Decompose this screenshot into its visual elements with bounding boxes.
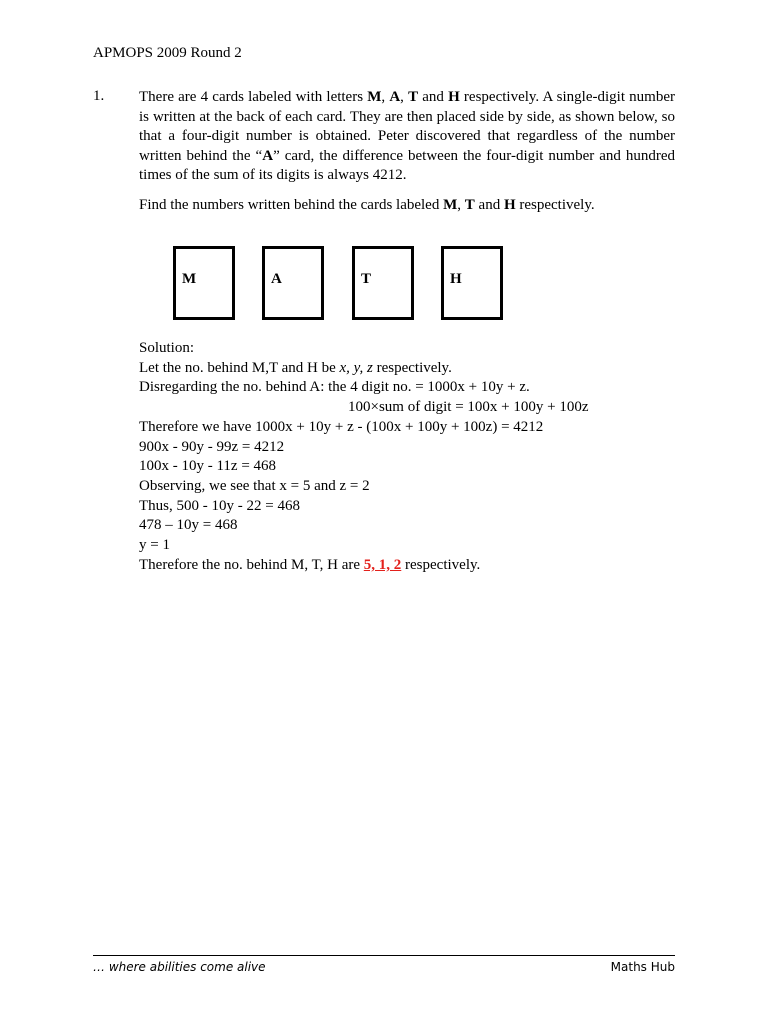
footer-tagline: … where abilities come alive bbox=[93, 960, 266, 974]
card-label: T bbox=[361, 271, 372, 287]
solution-line: Disregarding the no. behind A: the 4 digit no. = 1000x + 10y + z. bbox=[139, 379, 530, 396]
solution-line: Let the no. behind M,T and H be x, y, z respectively. bbox=[139, 359, 452, 376]
solution-line: Thus, 500 - 10y - 22 = 468 bbox=[139, 497, 300, 514]
solution-line: 100x - 10y - 11z = 468 bbox=[139, 458, 277, 475]
card-m bbox=[173, 246, 235, 320]
question-number: 1. bbox=[93, 88, 105, 104]
solution-line: y = 1 bbox=[139, 537, 170, 554]
solution-line: Therefore we have 1000x + 10y + z - (100x + 100y + 100z) = 4212 bbox=[139, 418, 544, 435]
solution-line: 900x - 90y - 99z = 4212 bbox=[139, 438, 285, 455]
solution-conclusion: Therefore the no. behind M, T, H are 5, 1, 2 respectively. bbox=[139, 556, 481, 573]
card-h bbox=[441, 246, 503, 320]
card-t bbox=[352, 246, 414, 320]
page-header-title: APMOPS 2009 Round 2 bbox=[93, 45, 242, 61]
answer-highlight: 5, 1, 2 bbox=[363, 556, 402, 573]
footer-divider bbox=[93, 955, 675, 956]
solution-line: 100×sum of digit = 100x + 100y + 100z bbox=[348, 399, 589, 416]
card-row bbox=[0, 246, 768, 320]
solution-block bbox=[139, 339, 699, 575]
solution-line: 478 – 10y = 468 bbox=[139, 517, 238, 534]
footer-brand: Maths Hub bbox=[610, 960, 675, 974]
solution-line: Observing, we see that x = 5 and z = 2 bbox=[139, 477, 370, 494]
card-a bbox=[262, 246, 324, 320]
solution-heading: Solution: bbox=[139, 340, 195, 356]
question-prompt: Find the numbers written behind the cards labeled M, T and H respectively. bbox=[139, 197, 595, 213]
card-label: A bbox=[271, 271, 282, 287]
card-label: H bbox=[450, 271, 462, 287]
question-paragraph: There are 4 cards labeled with letters M, A, T and H respectively. A single-digit number is written at the back of each card. They are then placed side by side, as shown below, so that a four-digit number is obtained. Peter discovered that regardless of the number written behind the “A” card, the difference between the four-digit number and hundred times of the sum of its digits is always 4212. bbox=[139, 89, 675, 183]
card-label: M bbox=[182, 271, 197, 287]
